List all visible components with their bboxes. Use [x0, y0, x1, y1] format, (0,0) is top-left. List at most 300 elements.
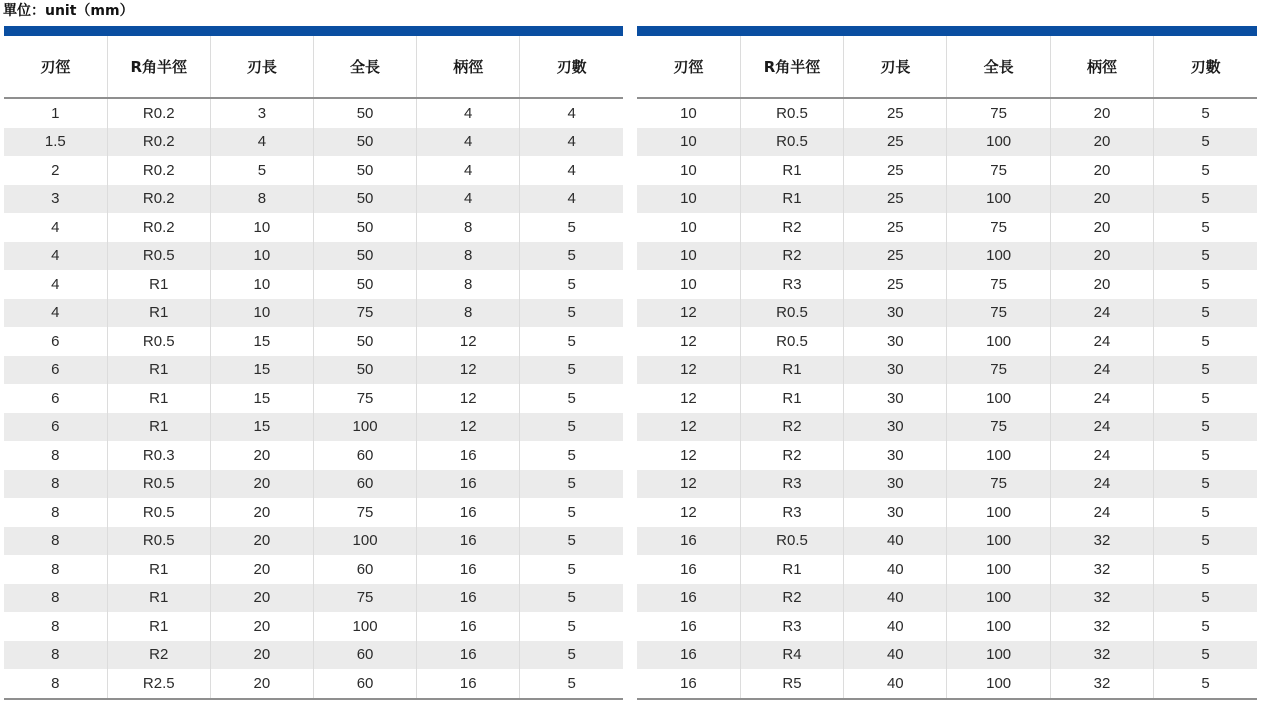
- cell-overall-length: 75: [947, 356, 1050, 385]
- cell-cutting-length: 30: [844, 413, 947, 442]
- cell-flutes: 5: [1154, 498, 1257, 527]
- cell-flutes: 5: [520, 669, 623, 699]
- cell-overall-length: 50: [313, 242, 416, 271]
- cell-cutting-diameter: 16: [680, 617, 697, 635]
- cell-flutes: 5: [1154, 612, 1257, 641]
- table-row: [4, 242, 623, 271]
- cell-corner-radius: R3: [740, 270, 843, 299]
- cell-flutes: 5: [1154, 669, 1257, 699]
- cell-cutting-diameter: 10: [680, 161, 697, 179]
- cell-cutting-diameter: 10: [680, 218, 697, 236]
- table-row: [637, 242, 1257, 271]
- table-row: [4, 299, 623, 328]
- table-row: [4, 98, 623, 128]
- cell-flutes: 5: [1154, 156, 1257, 185]
- table-row: [4, 441, 623, 470]
- table-row: [637, 584, 1257, 613]
- cell-cutting-diameter: 4: [4, 242, 107, 271]
- cell-overall-length: 75: [947, 413, 1050, 442]
- cell-cutting-diameter: 12: [637, 470, 740, 499]
- spec-table-right: [637, 36, 1257, 700]
- cell-overall-length: 100: [947, 327, 1050, 356]
- cell-cutting-length: 25: [844, 270, 947, 299]
- cell-cutting-diameter: 6: [51, 332, 60, 350]
- cell-cutting-diameter: 8: [4, 641, 107, 670]
- cell-shank-diameter: 4: [417, 98, 520, 128]
- cell-shank-diameter: 20: [1050, 213, 1153, 242]
- cell-overall-length: 50: [313, 98, 416, 128]
- cell-corner-radius: R1: [740, 356, 843, 385]
- table-row: [4, 413, 623, 442]
- cell-corner-radius: R0.5: [107, 470, 210, 499]
- cell-shank-diameter: 20: [1050, 242, 1153, 271]
- cell-cutting-length: 20: [210, 555, 313, 584]
- cell-corner-radius: R2: [740, 213, 843, 242]
- cell-shank-diameter: 32: [1050, 612, 1153, 641]
- cell-cutting-diameter: 8: [4, 527, 107, 556]
- cell-corner-radius: R0.2: [107, 128, 210, 157]
- cell-cutting-length: 20: [210, 584, 313, 613]
- cell-cutting-length: 10: [210, 299, 313, 328]
- cell-cutting-diameter: 12: [680, 503, 697, 521]
- cell-shank-diameter: 8: [417, 213, 520, 242]
- cell-overall-length: 100: [947, 669, 1050, 699]
- cell-flutes: 5: [520, 327, 623, 356]
- cell-cutting-diameter: 8: [51, 503, 60, 521]
- cell-cutting-length: 25: [844, 185, 947, 214]
- header-cutting-diameter: 刃徑: [4, 36, 107, 98]
- cell-shank-diameter: 32: [1050, 527, 1153, 556]
- cell-flutes: 5: [1154, 327, 1257, 356]
- header-corner-radius: R角半徑: [107, 36, 210, 98]
- cell-corner-radius: R2: [107, 641, 210, 670]
- cell-shank-diameter: 20: [1050, 98, 1153, 128]
- cell-cutting-length: 30: [844, 299, 947, 328]
- cell-cutting-length: 8: [210, 185, 313, 214]
- cell-overall-length: 75: [313, 584, 416, 613]
- cell-cutting-diameter: 6: [51, 389, 60, 407]
- header-cutting-length: 刃長: [210, 36, 313, 98]
- cell-flutes: 5: [1154, 128, 1257, 157]
- table-row: [637, 327, 1257, 356]
- cell-cutting-length: 20: [210, 527, 313, 556]
- cell-cutting-length: 40: [844, 612, 947, 641]
- accent-bar: [637, 26, 1257, 36]
- cell-corner-radius: R0.3: [107, 441, 210, 470]
- cell-overall-length: 50: [313, 185, 416, 214]
- cell-overall-length: 60: [313, 470, 416, 499]
- cell-corner-radius: R0.5: [740, 128, 843, 157]
- table-body: [637, 98, 1257, 699]
- cell-flutes: 5: [520, 213, 623, 242]
- table-row: [637, 527, 1257, 556]
- cell-flutes: 5: [520, 270, 623, 299]
- table-row: [637, 356, 1257, 385]
- cell-cutting-diameter: 12: [637, 299, 740, 328]
- table-row: [4, 156, 623, 185]
- cell-flutes: 5: [520, 555, 623, 584]
- cell-shank-diameter: 24: [1050, 356, 1153, 385]
- cell-cutting-diameter: 10: [680, 104, 697, 122]
- table-row: [637, 413, 1257, 442]
- cell-shank-diameter: 20: [1050, 185, 1153, 214]
- cell-overall-length: 75: [947, 156, 1050, 185]
- cell-overall-length: 50: [313, 327, 416, 356]
- header-cutting-length: 刃長: [844, 36, 947, 98]
- cell-flutes: 5: [520, 441, 623, 470]
- cell-cutting-length: 40: [844, 555, 947, 584]
- cell-corner-radius: R0.5: [740, 299, 843, 328]
- cell-cutting-diameter: 12: [680, 389, 697, 407]
- cell-shank-diameter: 16: [417, 555, 520, 584]
- cell-corner-radius: R4: [740, 641, 843, 670]
- cell-flutes: 5: [520, 242, 623, 271]
- cell-shank-diameter: 16: [417, 441, 520, 470]
- cell-cutting-diameter: 10: [637, 128, 740, 157]
- cell-shank-diameter: 12: [417, 384, 520, 413]
- cell-flutes: 5: [1154, 98, 1257, 128]
- cell-cutting-length: 30: [844, 384, 947, 413]
- cell-cutting-length: 15: [210, 384, 313, 413]
- cell-flutes: 5: [1154, 413, 1257, 442]
- cell-overall-length: 60: [313, 441, 416, 470]
- cell-flutes: 5: [520, 584, 623, 613]
- header-overall-length: 全長: [313, 36, 416, 98]
- accent-bar: [4, 26, 623, 36]
- table-row: [637, 384, 1257, 413]
- cell-shank-diameter: 8: [417, 299, 520, 328]
- spec-table-right-panel: [637, 26, 1257, 700]
- cell-corner-radius: R1: [107, 356, 210, 385]
- cell-overall-length: 100: [947, 612, 1050, 641]
- cell-cutting-length: 20: [210, 470, 313, 499]
- cell-cutting-length: 25: [844, 156, 947, 185]
- cell-flutes: 4: [520, 98, 623, 128]
- table-row: [4, 384, 623, 413]
- cell-shank-diameter: 4: [417, 128, 520, 157]
- table-row: [4, 612, 623, 641]
- cell-flutes: 5: [1154, 441, 1257, 470]
- cell-flutes: 5: [1154, 584, 1257, 613]
- cell-cutting-length: 40: [844, 641, 947, 670]
- table-row: [4, 270, 623, 299]
- cell-overall-length: 100: [947, 641, 1050, 670]
- cell-flutes: 5: [520, 299, 623, 328]
- cell-overall-length: 100: [947, 185, 1050, 214]
- cell-corner-radius: R2: [740, 413, 843, 442]
- cell-cutting-length: 4: [210, 128, 313, 157]
- cell-shank-diameter: 32: [1050, 641, 1153, 670]
- cell-cutting-length: 40: [844, 584, 947, 613]
- cell-corner-radius: R2.5: [107, 669, 210, 699]
- cell-cutting-diameter: 8: [51, 446, 60, 464]
- cell-cutting-diameter: 2: [51, 161, 60, 179]
- cell-cutting-diameter: 10: [637, 185, 740, 214]
- cell-overall-length: 75: [947, 98, 1050, 128]
- cell-overall-length: 100: [947, 555, 1050, 584]
- cell-overall-length: 100: [313, 612, 416, 641]
- cell-flutes: 5: [520, 356, 623, 385]
- table-row: [637, 612, 1257, 641]
- table-row: [637, 555, 1257, 584]
- cell-cutting-diameter: 12: [637, 356, 740, 385]
- cell-flutes: 5: [520, 612, 623, 641]
- cell-shank-diameter: 12: [417, 356, 520, 385]
- cell-flutes: 5: [1154, 213, 1257, 242]
- cell-corner-radius: R0.5: [740, 527, 843, 556]
- header-overall-length: 全長: [947, 36, 1050, 98]
- cell-cutting-diameter: 3: [4, 185, 107, 214]
- cell-flutes: 5: [520, 470, 623, 499]
- table-row: [637, 299, 1257, 328]
- cell-corner-radius: R2: [740, 584, 843, 613]
- cell-shank-diameter: 24: [1050, 299, 1153, 328]
- cell-cutting-diameter: 16: [680, 560, 697, 578]
- cell-corner-radius: R1: [740, 156, 843, 185]
- cell-corner-radius: R3: [740, 470, 843, 499]
- cell-corner-radius: R1: [107, 584, 210, 613]
- cell-flutes: 5: [1154, 555, 1257, 584]
- cell-flutes: 5: [520, 413, 623, 442]
- cell-shank-diameter: 20: [1050, 156, 1153, 185]
- table-body: [4, 98, 623, 699]
- cell-cutting-diameter: 8: [51, 560, 60, 578]
- header-flutes: 刃數: [1154, 36, 1257, 98]
- cell-shank-diameter: 4: [417, 156, 520, 185]
- cell-cutting-length: 30: [844, 470, 947, 499]
- table-row: [4, 128, 623, 157]
- cell-shank-diameter: 16: [417, 584, 520, 613]
- cell-shank-diameter: 16: [417, 470, 520, 499]
- table-row: [4, 356, 623, 385]
- cell-overall-length: 50: [313, 356, 416, 385]
- cell-cutting-diameter: 10: [637, 242, 740, 271]
- cell-overall-length: 100: [947, 527, 1050, 556]
- table-row: [4, 470, 623, 499]
- cell-cutting-length: 40: [844, 669, 947, 699]
- cell-flutes: 5: [1154, 185, 1257, 214]
- cell-cutting-diameter: 12: [680, 446, 697, 464]
- cell-cutting-length: 30: [844, 327, 947, 356]
- cell-corner-radius: R1: [740, 185, 843, 214]
- cell-shank-diameter: 24: [1050, 327, 1153, 356]
- header-row: [637, 36, 1257, 98]
- cell-corner-radius: R2: [740, 441, 843, 470]
- cell-cutting-diameter: 16: [637, 527, 740, 556]
- cell-shank-diameter: 8: [417, 270, 520, 299]
- table-row: [637, 441, 1257, 470]
- cell-cutting-diameter: 8: [51, 617, 60, 635]
- cell-overall-length: 60: [313, 555, 416, 584]
- cell-overall-length: 75: [947, 270, 1050, 299]
- cell-cutting-diameter: 4: [4, 299, 107, 328]
- cell-corner-radius: R0.5: [107, 498, 210, 527]
- table-row: [637, 498, 1257, 527]
- cell-corner-radius: R1: [740, 384, 843, 413]
- cell-corner-radius: R1: [107, 270, 210, 299]
- cell-cutting-length: 15: [210, 356, 313, 385]
- cell-cutting-length: 10: [210, 213, 313, 242]
- cell-shank-diameter: 12: [417, 413, 520, 442]
- cell-corner-radius: R3: [740, 612, 843, 641]
- cell-shank-diameter: 16: [417, 641, 520, 670]
- cell-cutting-diameter: 4: [51, 218, 60, 236]
- cell-corner-radius: R0.5: [107, 327, 210, 356]
- cell-cutting-length: 25: [844, 242, 947, 271]
- table-row: [4, 584, 623, 613]
- cell-cutting-length: 10: [210, 242, 313, 271]
- cell-cutting-length: 25: [844, 98, 947, 128]
- cell-corner-radius: R0.5: [740, 98, 843, 128]
- cell-overall-length: 75: [313, 498, 416, 527]
- cell-flutes: 5: [1154, 242, 1257, 271]
- cell-cutting-length: 40: [844, 527, 947, 556]
- cell-shank-diameter: 24: [1050, 413, 1153, 442]
- cell-overall-length: 100: [947, 384, 1050, 413]
- cell-cutting-diameter: 4: [51, 275, 60, 293]
- cell-flutes: 5: [520, 527, 623, 556]
- cell-cutting-diameter: 16: [637, 584, 740, 613]
- cell-cutting-diameter: 16: [637, 669, 740, 699]
- cell-flutes: 5: [1154, 470, 1257, 499]
- cell-corner-radius: R1: [107, 612, 210, 641]
- cell-cutting-diameter: 10: [680, 275, 697, 293]
- table-row: [4, 555, 623, 584]
- cell-cutting-length: 30: [844, 356, 947, 385]
- cell-cutting-diameter: 12: [637, 413, 740, 442]
- cell-cutting-diameter: 6: [4, 413, 107, 442]
- cell-flutes: 4: [520, 128, 623, 157]
- header-corner-radius: R角半徑: [740, 36, 843, 98]
- cell-overall-length: 100: [947, 128, 1050, 157]
- table-row: [637, 185, 1257, 214]
- table-row: [4, 327, 623, 356]
- cell-overall-length: 100: [947, 441, 1050, 470]
- cell-corner-radius: R0.5: [107, 242, 210, 271]
- header-cutting-diameter: 刃徑: [637, 36, 740, 98]
- cell-overall-length: 100: [947, 242, 1050, 271]
- cell-cutting-length: 15: [210, 413, 313, 442]
- cell-overall-length: 100: [313, 413, 416, 442]
- cell-shank-diameter: 12: [417, 327, 520, 356]
- table-row: [4, 527, 623, 556]
- unit-label: 單位：unit（mm）: [3, 3, 134, 19]
- cell-flutes: 4: [520, 156, 623, 185]
- cell-flutes: 5: [1154, 384, 1257, 413]
- cell-overall-length: 100: [947, 498, 1050, 527]
- cell-shank-diameter: 4: [417, 185, 520, 214]
- table-row: [4, 641, 623, 670]
- cell-shank-diameter: 32: [1050, 669, 1153, 699]
- cell-shank-diameter: 20: [1050, 128, 1153, 157]
- cell-shank-diameter: 8: [417, 242, 520, 271]
- cell-corner-radius: R0.2: [107, 98, 210, 128]
- cell-overall-length: 60: [313, 641, 416, 670]
- cell-cutting-diameter: 12: [680, 332, 697, 350]
- cell-shank-diameter: 24: [1050, 498, 1153, 527]
- cell-cutting-length: 30: [844, 498, 947, 527]
- table-row: [4, 185, 623, 214]
- cell-cutting-length: 25: [844, 128, 947, 157]
- table-row: [4, 498, 623, 527]
- table-row: [4, 213, 623, 242]
- cell-overall-length: 75: [947, 470, 1050, 499]
- cell-overall-length: 75: [313, 384, 416, 413]
- cell-shank-diameter: 16: [417, 669, 520, 699]
- table-row: [637, 470, 1257, 499]
- header-shank-diameter: 柄徑: [417, 36, 520, 98]
- cell-cutting-length: 20: [210, 441, 313, 470]
- cell-cutting-diameter: 8: [4, 470, 107, 499]
- header-flutes: 刃數: [520, 36, 623, 98]
- cell-flutes: 5: [520, 641, 623, 670]
- cell-cutting-length: 30: [844, 441, 947, 470]
- cell-cutting-length: 20: [210, 612, 313, 641]
- cell-shank-diameter: 16: [417, 527, 520, 556]
- cell-cutting-diameter: 1: [51, 104, 60, 122]
- cell-corner-radius: R2: [740, 242, 843, 271]
- cell-shank-diameter: 24: [1050, 384, 1153, 413]
- cell-cutting-diameter: 1.5: [4, 128, 107, 157]
- cell-corner-radius: R0.5: [740, 327, 843, 356]
- cell-corner-radius: R1: [107, 384, 210, 413]
- cell-overall-length: 50: [313, 270, 416, 299]
- cell-cutting-diameter: 8: [4, 669, 107, 699]
- cell-shank-diameter: 24: [1050, 470, 1153, 499]
- cell-corner-radius: R1: [107, 299, 210, 328]
- cell-shank-diameter: 32: [1050, 555, 1153, 584]
- cell-cutting-length: 20: [210, 498, 313, 527]
- cell-cutting-length: 15: [210, 327, 313, 356]
- cell-overall-length: 50: [313, 156, 416, 185]
- cell-corner-radius: R1: [107, 413, 210, 442]
- cell-overall-length: 100: [313, 527, 416, 556]
- cell-corner-radius: R1: [107, 555, 210, 584]
- table-row: [637, 98, 1257, 128]
- table-row: [637, 128, 1257, 157]
- cell-corner-radius: R0.2: [107, 185, 210, 214]
- table-row: [637, 213, 1257, 242]
- cell-cutting-length: 5: [210, 156, 313, 185]
- cell-shank-diameter: 32: [1050, 584, 1153, 613]
- cell-flutes: 5: [1154, 299, 1257, 328]
- cell-flutes: 5: [520, 498, 623, 527]
- cell-overall-length: 50: [313, 213, 416, 242]
- cell-cutting-diameter: 8: [4, 584, 107, 613]
- cell-corner-radius: R1: [740, 555, 843, 584]
- table-row: [637, 270, 1257, 299]
- cell-shank-diameter: 16: [417, 612, 520, 641]
- cell-corner-radius: R0.5: [107, 527, 210, 556]
- cell-overall-length: 60: [313, 669, 416, 699]
- cell-cutting-length: 3: [210, 98, 313, 128]
- table-row: [637, 156, 1257, 185]
- header-shank-diameter: 柄徑: [1050, 36, 1153, 98]
- spec-table-left-panel: [4, 26, 623, 700]
- cell-cutting-diameter: 16: [637, 641, 740, 670]
- table-row: [637, 641, 1257, 670]
- cell-flutes: 4: [520, 185, 623, 214]
- cell-overall-length: 100: [947, 584, 1050, 613]
- cell-shank-diameter: 20: [1050, 270, 1153, 299]
- table-row: [637, 669, 1257, 699]
- table-row: [4, 669, 623, 699]
- header-row: [4, 36, 623, 98]
- cell-flutes: 5: [1154, 641, 1257, 670]
- cell-corner-radius: R5: [740, 669, 843, 699]
- cell-shank-diameter: 16: [417, 498, 520, 527]
- cell-cutting-length: 20: [210, 641, 313, 670]
